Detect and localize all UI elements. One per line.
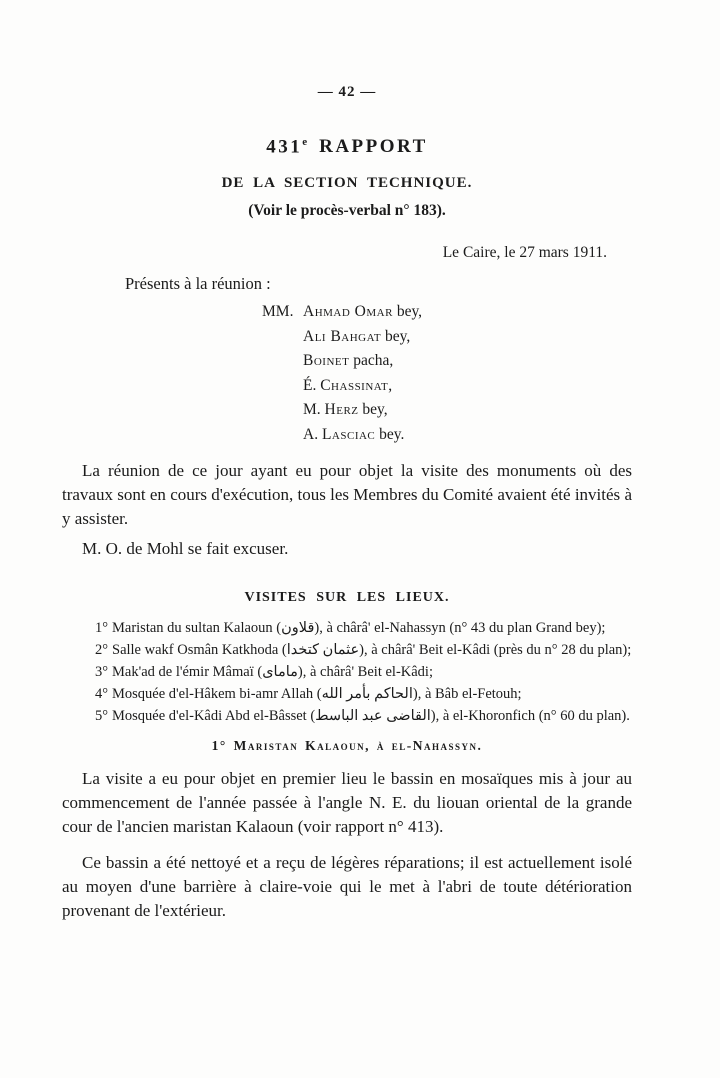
attendee-prefix: MM. [262,303,294,321]
attendee-row [62,423,632,448]
visite-item [95,639,646,661]
visites-list [62,617,646,727]
attendee-initial: É. [303,376,321,394]
attendee-title: bey, [381,327,411,345]
paragraph-reunion: La réunion de ce jour ayant eu pour objet la visite des monuments où des travaux sont en cours d'exécution, tous les Membres du Comité avaient été invités à y assister. [62,461,632,529]
attendance-intro: Présents à la réunion : [125,274,271,294]
visite-item-number: 5° [95,708,109,725]
attendee-name: Ahmad Omar [303,303,393,321]
attendee-row [62,349,632,374]
section-heading-wrap [62,737,632,755]
visite-item-text: Salle wakf Osmân Katkhoda (عثمان كتخدا), à chârâ' Beit el-Kâdi (près du n° 28 du plan); [112,642,632,659]
attendee-row [62,300,632,325]
visite-item-text: Maristan du sultan Kalaoun (قلاون), à chârâ' el-Nahassyn (n° 43 du plan Grand bey); [112,620,606,637]
visite-item [95,683,646,705]
paragraph-bassin-nettoye: Ce bassin a été nettoyé et a reçu de légères réparations; il est actuellement isolé au moyen d'une barrière à claire-voie qui le met à l'abri de toute détérioration provenant de l'extérieur. [62,853,632,921]
visite-item-number: 1° [95,620,109,637]
report-subtitle: DE LA SECTION TECHNIQUE. [221,175,473,192]
attendee-name: Lasciac [321,425,376,443]
paragraph-excuse: M. O. de Mohl se fait excuser. [82,539,289,559]
visite-item-number: 3° [95,664,109,681]
page-number: — 42 — [317,84,377,100]
attendee-list [62,300,632,447]
attendee-name: Ali Bahgat [303,327,382,345]
attendee-title: bey, [392,303,423,321]
report-word: RAPPORT [319,136,428,158]
section-1-heading: 1° Maristan Kalaoun, à el-Nahassyn. [211,738,483,754]
report-title [62,130,632,159]
attendee-title: bey, [358,401,388,419]
dateline: Le Caire, le 27 mars 1911. [442,244,607,262]
attendee-initial: A. [303,425,322,443]
visite-item-text: Mosquée d'el-Hâkem bi-amr Allah (الحاكم بأمر الله), à Bâb el-Fetouh; [112,686,522,703]
visite-item-number: 4° [95,686,109,703]
attendee-row [62,374,632,399]
attendee-title: bey. [375,425,405,443]
attendee-name: Boinet [303,352,350,370]
proces-verbal-reference: (Voir le procès-verbal n° 183). [248,202,446,220]
paragraph-visite-bassin: La visite a eu pour objet en premier lieu le bassin en mosaïques mis à jour au commencement de l'année passée à l'angle N. E. du liouan oriental de la grande cour de l'ancien maristan Kalaoun (voir rapport n° 413). [62,769,632,837]
visite-item [95,705,646,727]
attendee-title: , [388,376,393,394]
visite-item-text: Mak'ad de l'émir Mâmaï (ماماى), à chârâ' Beit el-Kâdi; [112,664,433,681]
visite-item [95,661,646,683]
report-number: 431 [266,136,303,158]
report-number-superscript: e [302,136,308,148]
attendee-name: Herz [324,401,359,419]
visite-item-number: 2° [95,642,109,659]
attendee-title: pacha, [349,352,394,370]
visite-item [95,617,646,639]
attendee-row [62,325,632,350]
attendee-row [62,398,632,423]
attendee-initial: M. [303,401,325,419]
attendee-name: Chassinat [320,376,389,394]
visites-heading: VISITES SUR LES LIEUX. [244,590,450,606]
visite-item-text: Mosquée d'el-Kâdi Abd el-Bâsset (القاضى عبد الباسط), à el-Khoronfich (n° 60 du plan). [112,708,630,725]
